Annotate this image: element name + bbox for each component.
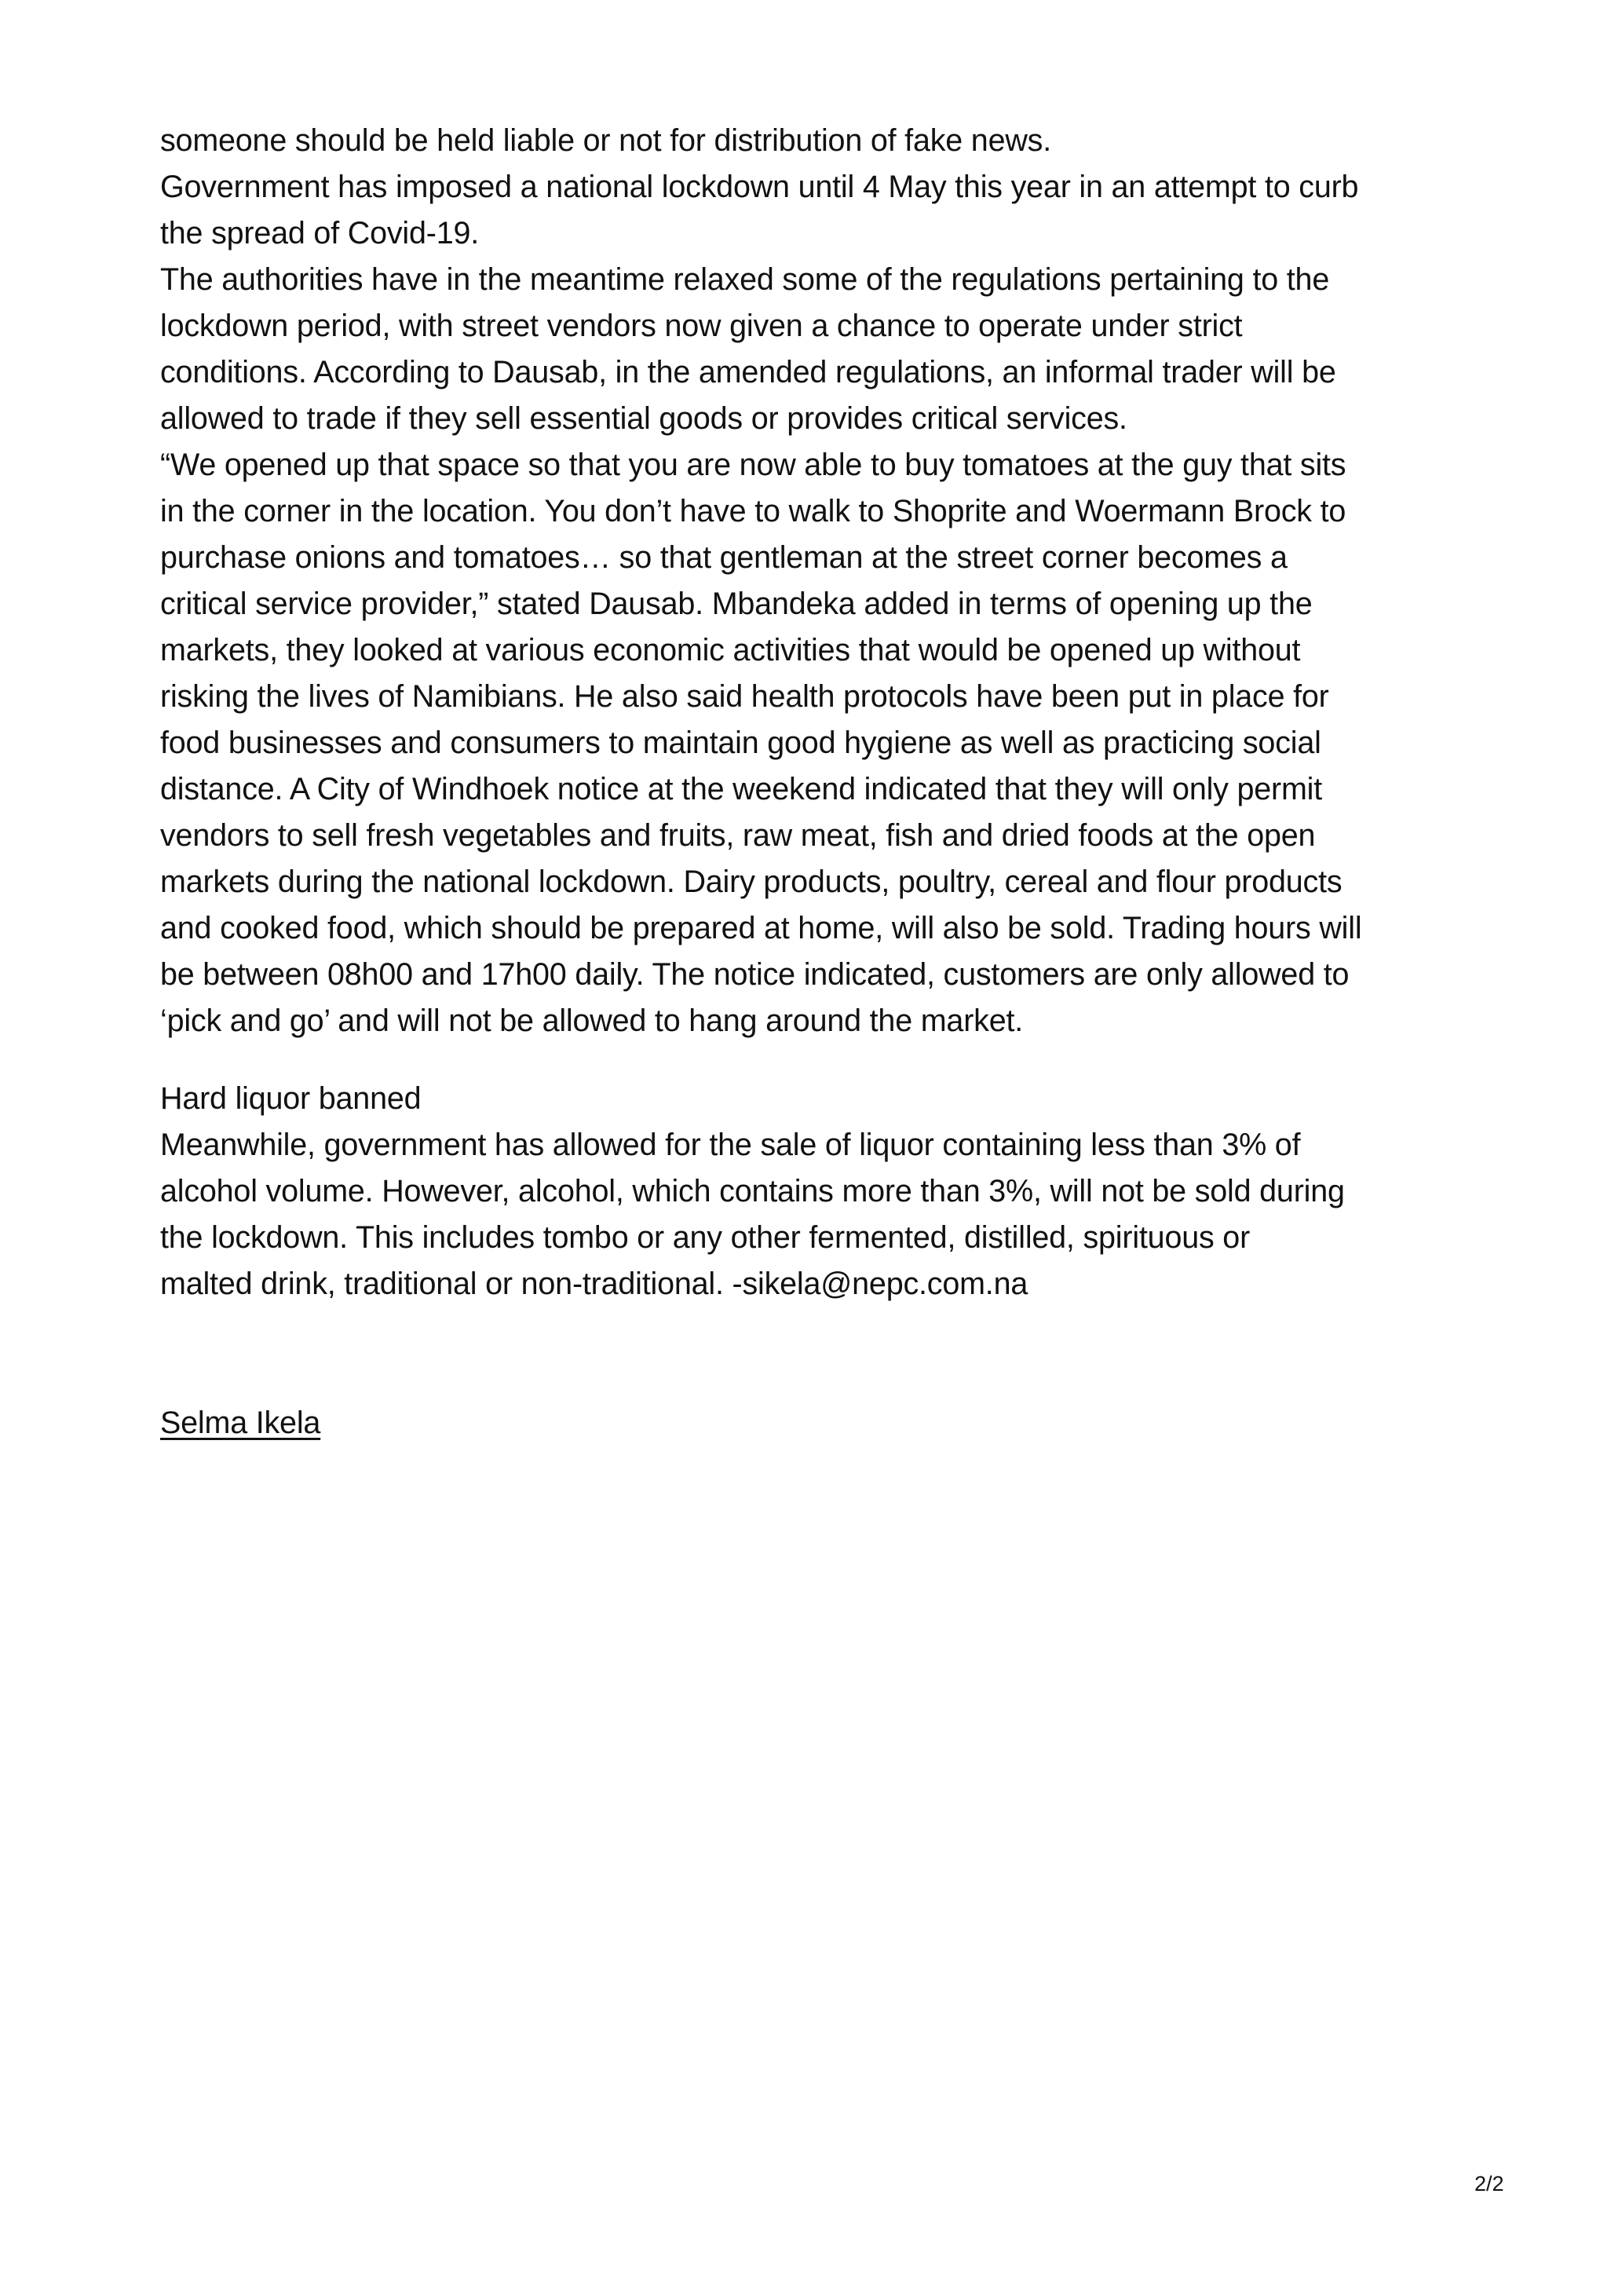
text-line: conditions. According to Dausab, in the amended regulations, an informal trader will be [160,355,1336,389]
subheading: Hard liquor banned [160,1081,422,1116]
text-line: allowed to trade if they sell essential goods or provides critical services. [160,401,1127,436]
text-line: ‘pick and go’ and will not be allowed to hang around the market. [160,1004,1024,1038]
text-line: purchase onions and tomatoes… so that gentleman at the street corner becomes a [160,540,1288,575]
text-line: Government has imposed a national lockdown until 4 May this year in an attempt to curb [160,170,1359,204]
paragraph-lockdown [160,164,1479,257]
spacer [160,1307,1479,1400]
article-body [160,118,1479,1446]
paragraph-liquor [160,1122,1479,1307]
text-line: alcohol volume. However, alcohol, which contains more than 3%, will not be sold during [160,1174,1345,1208]
text-line: risking the lives of Namibians. He also said health protocols have been put in place for [160,679,1329,714]
text-line: vendors to sell fresh vegetables and fruits, raw meat, fish and dried foods at the open [160,818,1316,853]
spacer [160,1044,1479,1076]
paragraph-regulations [160,257,1479,442]
text-line: Meanwhile, government has allowed for the sale of liquor containing less than 3% of [160,1128,1301,1162]
text-line: malted drink, traditional or non-traditional. -sikela@nepc.com.na [160,1267,1028,1301]
author-link[interactable]: Selma Ikela [160,1406,321,1440]
text-line: critical service provider,” stated Dausab. Mbandeka added in terms of opening up the [160,587,1313,621]
text-line: and cooked food, which should be prepared at home, will also be sold. Trading hours will [160,911,1362,945]
text-line: someone should be held liable or not for distribution of fake news. [160,123,1051,158]
text-line: The authorities have in the meantime relaxed some of the regulations pertaining to the [160,262,1330,297]
paragraph-quote [160,442,1479,1044]
page-number: 2/2 [1474,2172,1504,2195]
text-line: markets during the national lockdown. Dairy products, poultry, cereal and flour products [160,865,1343,899]
text-line: food businesses and consumers to maintain good hygiene as well as practicing social [160,726,1321,760]
text-line: the spread of Covid-19. [160,216,480,250]
paragraph-fake-news [160,118,1479,164]
text-line: in the corner in the location. You don’t have to walk to Shoprite and Woermann Brock to [160,494,1346,528]
text-line: be between 08h00 and 17h00 daily. The notice indicated, customers are only allowed to [160,957,1350,992]
text-line: markets, they looked at various economic activities that would be opened up without [160,633,1301,667]
text-line: “We opened up that space so that you are now able to buy tomatoes at the guy that sits [160,448,1346,482]
text-line: distance. A City of Windhoek notice at the weekend indicated that they will only permit [160,772,1323,806]
text-line: the lockdown. This includes tombo or any other fermented, distilled, spirituous or [160,1220,1251,1255]
text-line: lockdown period, with street vendors now given a chance to operate under strict [160,309,1243,343]
